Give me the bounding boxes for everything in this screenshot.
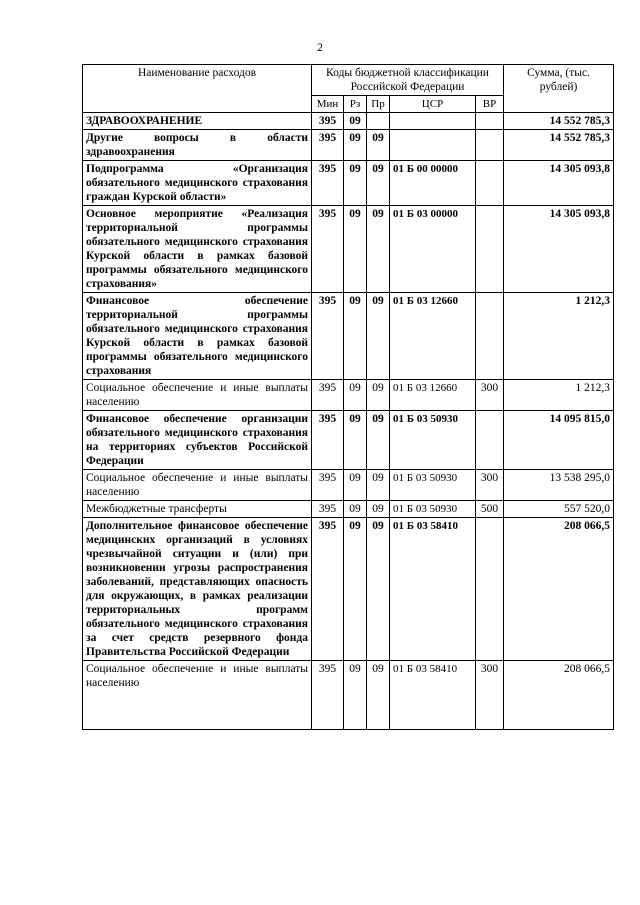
row-min: 395 [312,161,344,206]
row-pr [367,113,390,130]
header-name: Наименование расходов [83,65,312,113]
row-csr: 01 Б 03 50930 [390,411,476,470]
row-min: 395 [312,380,344,411]
row-pr: 09 [367,293,390,380]
table-row [83,161,614,206]
row-csr [390,113,476,130]
row-rz: 09 [344,518,367,661]
row-min: 395 [312,661,344,730]
row-vr [476,411,504,470]
page-number: 2 [317,40,323,54]
header-sum: Сумма, (тыс. рублей) [504,65,614,113]
row-csr: 01 Б 03 50930 [390,501,476,518]
budget-table [82,64,614,730]
row-vr [476,130,504,161]
table-row [83,380,614,411]
row-pr: 09 [367,130,390,161]
row-min: 395 [312,518,344,661]
row-name: Другие вопросы в области здравоохранения [83,130,312,161]
row-csr: 01 Б 03 50930 [390,470,476,501]
row-min: 395 [312,501,344,518]
row-vr [476,293,504,380]
row-sum: 1 212,3 [504,380,614,411]
row-csr: 01 Б 03 58410 [390,661,476,730]
row-sum: 14 305 093,8 [504,206,614,293]
row-vr [476,161,504,206]
row-name: Социальное обеспечение и иные выплаты населению [83,380,312,411]
row-vr: 300 [476,470,504,501]
row-vr [476,206,504,293]
row-sum: 14 552 785,3 [504,113,614,130]
row-csr: 01 Б 03 12660 [390,293,476,380]
row-pr: 09 [367,518,390,661]
row-csr: 01 Б 03 58410 [390,518,476,661]
row-sum: 13 538 295,0 [504,470,614,501]
row-min: 395 [312,411,344,470]
row-name: Подпрограмма «Организация обязательного медицинского страхования граждан Курской области» [83,161,312,206]
row-name: Социальное обеспечение и иные выплаты населению [83,470,312,501]
row-rz: 09 [344,206,367,293]
row-csr: 01 Б 03 00000 [390,206,476,293]
row-min: 395 [312,206,344,293]
row-rz: 09 [344,501,367,518]
row-rz: 09 [344,293,367,380]
row-name: Основное мероприятие «Реализация территориальной программы обязательного медицинского страхования Курской области в рамках базовой программы обязательного медицинского страхования» [83,206,312,293]
row-csr: 01 Б 03 12660 [390,380,476,411]
row-sum: 557 520,0 [504,501,614,518]
table-row [83,661,614,730]
table-row [83,411,614,470]
row-sum: 14 305 093,8 [504,161,614,206]
row-min: 395 [312,130,344,161]
row-min: 395 [312,113,344,130]
row-name: Финансовое обеспечение организации обязательного медицинского страхования на территориях субъектов Российской Федерации [83,411,312,470]
row-min: 395 [312,470,344,501]
row-rz: 09 [344,661,367,730]
row-pr: 09 [367,161,390,206]
row-vr: 300 [476,661,504,730]
row-name: ЗДРАВООХРАНЕНИЕ [83,113,312,130]
row-vr: 300 [476,380,504,411]
table-row [83,518,614,661]
row-vr [476,113,504,130]
row-rz: 09 [344,161,367,206]
row-pr: 09 [367,206,390,293]
row-name: Финансовое обеспечение территориальной программы обязательного медицинского страхования Курской области в рамках базовой программы обязательного медицинского страхования [83,293,312,380]
row-sum: 14 095 815,0 [504,411,614,470]
row-rz: 09 [344,470,367,501]
row-rz: 09 [344,113,367,130]
header-pr: Пр [367,96,390,113]
table-row [83,501,614,518]
row-sum: 1 212,3 [504,293,614,380]
table-row [83,130,614,161]
header-csr: ЦСР [390,96,476,113]
row-rz: 09 [344,130,367,161]
row-csr [390,130,476,161]
row-min: 395 [312,293,344,380]
row-csr: 01 Б 00 00000 [390,161,476,206]
row-pr: 09 [367,661,390,730]
table-row [83,293,614,380]
row-sum: 208 066,5 [504,518,614,661]
header-codes: Коды бюджетной классификации Российской Федерации [312,65,504,96]
header-min: Мин [312,96,344,113]
row-name: Межбюджетные трансферты [83,501,312,518]
row-pr: 09 [367,411,390,470]
table-row [83,470,614,501]
row-vr [476,518,504,661]
row-rz: 09 [344,380,367,411]
row-sum: 208 066,5 [504,661,614,730]
header-row [83,65,614,96]
row-rz: 09 [344,411,367,470]
row-pr: 09 [367,380,390,411]
row-pr: 09 [367,470,390,501]
row-pr: 09 [367,501,390,518]
table-row [83,113,614,130]
header-rz: Рз [344,96,367,113]
table-row [83,206,614,293]
row-vr: 500 [476,501,504,518]
row-sum: 14 552 785,3 [504,130,614,161]
row-name: Дополнительное финансовое обеспечение медицинских организаций в условиях чрезвычайной ситуации и (или) при возникновении угрозы распространения заболеваний, представляющих опасность для окружающих, в рамках реализации территориальных программ обязательного медицинского страхования за счет средств резервного фонда Правительства Российской Федерации [83,518,312,661]
header-vr: ВР [476,96,504,113]
row-name: Социальное обеспечение и иные выплаты населению [83,661,312,730]
